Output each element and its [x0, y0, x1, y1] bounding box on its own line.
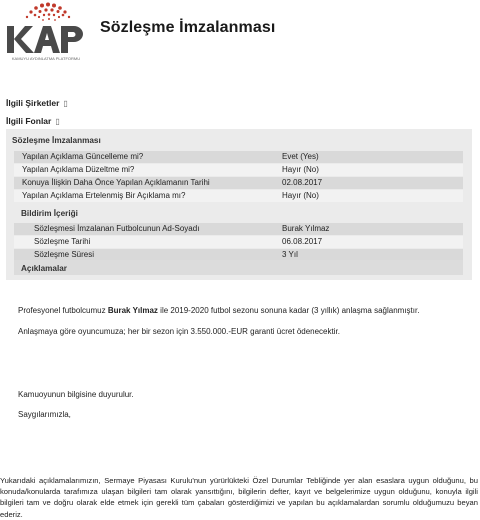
- row-label: Sözleşme Süresi: [34, 250, 95, 259]
- paragraph-text: ile 2019-2020 futbol sezonu sonuna kadar (3 yıllık) anlaşma sağlanmıştır.: [157, 306, 420, 315]
- info-row: [14, 190, 463, 202]
- body-paragraph: Kamuoyunun bilgisine duyurulur.: [18, 390, 134, 399]
- related-funds-label: İlgili Fonlar: [6, 116, 52, 126]
- paragraph-text: Profesyonel futbolcumuz: [18, 306, 108, 315]
- row-label: Yapılan Açıklama Güncelleme mi?: [22, 152, 144, 161]
- row-value: Evet (Yes): [282, 152, 319, 161]
- row-label: Yapılan Açıklama Düzeltme mi?: [22, 165, 135, 174]
- content-row: [14, 223, 463, 235]
- page-title: Sözleşme İmzalanması: [100, 19, 276, 36]
- row-value: Hayır (No): [282, 191, 319, 200]
- related-companies-toggle[interactable]: [6, 98, 68, 108]
- expand-icon: ▯: [55, 117, 60, 126]
- body-paragraph: Saygılarımızla,: [18, 410, 71, 419]
- page-header: [0, 0, 480, 68]
- row-value: Hayır (No): [282, 165, 319, 174]
- kap-logo: [5, 2, 87, 64]
- row-label: Sözleşme Tarihi: [34, 237, 91, 246]
- logo-subtitle: KAMUYU AYDINLATMA PLATFORMU: [11, 56, 81, 61]
- row-value: 3 Yıl: [282, 250, 298, 259]
- content-title: Bildirim İçeriği: [21, 209, 78, 218]
- expand-icon: ▯: [63, 99, 68, 108]
- info-row: [14, 177, 463, 189]
- player-name: Burak Yılmaz: [107, 306, 158, 315]
- row-value: 02.08.2017: [282, 178, 323, 187]
- content-row: [14, 236, 463, 248]
- notes-header: [14, 260, 463, 275]
- body-paragraph: Anlaşmaya göre oyuncumuza; her bir sezon için 3.550.000.-EUR garanti ücret ödenecektir.: [18, 327, 340, 336]
- row-value: 06.08.2017: [282, 237, 323, 246]
- info-row: [14, 151, 463, 163]
- section-title: Sözleşme İmzalanması: [12, 136, 101, 145]
- related-funds-toggle[interactable]: [6, 116, 60, 126]
- row-label: Konuya İlişkin Daha Önce Yapılan Açıklamanın Tarihi: [22, 178, 210, 187]
- disclosure-panel: [6, 129, 472, 280]
- info-row: [14, 164, 463, 176]
- row-label: Sözleşmesi İmzalanan Futbolcunun Ad-Soyadı: [34, 224, 200, 233]
- legal-disclaimer: Yukarıdaki açıklamalarımızın, Sermaye Piyasası Kurulu'nun yürürlükteki Özel Durumlar Tebliğinde yer alan esaslara uygun olduğunu, bu konuda/konularda tarafımıza ulaşan bilgileri tam olarak yansıttığını, bilgilerin defter, kayıt ve belgelerimize uygun olduğunu, konuyla ilgili bilgileri tam ve doğru olarak elde etmek için gerekli tüm çabaları gösterdiğimizi ve yapılan bu açıklamalardan sorumlu olduğumuzu beyan ederiz.: [0, 476, 478, 519]
- notes-title: Açıklamalar: [21, 264, 67, 273]
- related-companies-label: İlgili Şirketler: [6, 98, 60, 108]
- body-paragraph: [18, 306, 419, 315]
- row-value: Burak Yılmaz: [282, 224, 330, 233]
- row-label: Yapılan Açıklama Ertelenmiş Bir Açıklama mı?: [22, 191, 186, 200]
